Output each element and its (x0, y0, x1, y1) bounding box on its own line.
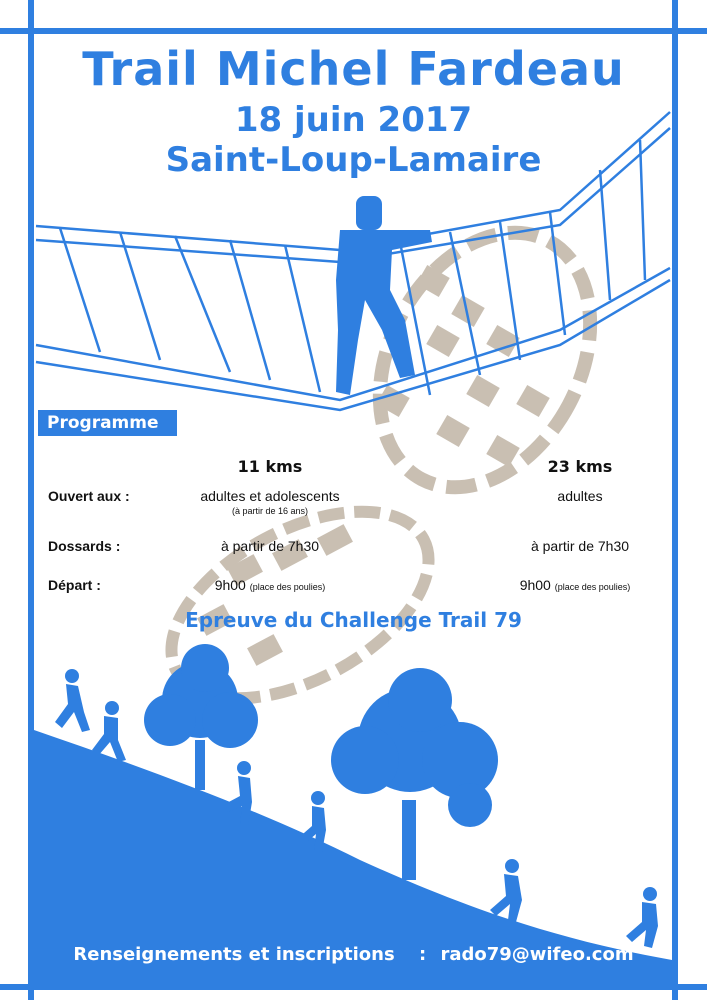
row-depart-23kms-value: 9h00 (519, 577, 551, 593)
runner-silhouette-icon (626, 887, 658, 948)
event-place: Saint-Loup-Lamaire (165, 140, 542, 180)
row-label-dossards: Dossards : (48, 538, 121, 554)
tree-silhouette-icon (331, 668, 498, 880)
row-label-ouvert: Ouvert aux : (48, 488, 130, 504)
event-title: Trail Michel Fardeau (82, 42, 625, 96)
footer-label: Renseignements et inscriptions (73, 944, 395, 965)
programme-badge: Programme (38, 410, 177, 436)
row-depart-23kms (470, 577, 680, 593)
runner-silhouette-icon (490, 859, 522, 922)
footer-info (0, 944, 707, 965)
row-ouvert-23kms-value: adultes (557, 488, 603, 504)
row-ouvert-11kms-value: adultes et adolescents (200, 488, 340, 504)
column-header-11kms: 11 kms (237, 457, 303, 476)
row-depart-23kms-note: (place des poulies) (554, 582, 631, 592)
row-ouvert-11kms-note: (à partir de 16 ans) (231, 506, 309, 516)
runner-silhouette-icon (55, 669, 90, 732)
challenge-line: Epreuve du Challenge Trail 79 (185, 608, 522, 632)
row-depart-11kms-note: (place des poulies) (249, 582, 326, 592)
runner-silhouette-icon (92, 701, 126, 762)
column-header-23kms: 23 kms (547, 457, 613, 476)
footer-email-link[interactable]: rado79@wifeo.com (440, 944, 634, 965)
event-date: 18 juin 2017 (234, 100, 473, 140)
row-depart-11kms (170, 577, 370, 593)
row-dossards-23kms-value: à partir de 7h30 (530, 538, 630, 554)
row-label-depart: Départ : (48, 577, 101, 593)
row-dossards-11kms-value: à partir de 7h30 (220, 538, 320, 554)
footer-separator: : (418, 944, 427, 965)
row-depart-11kms-value: 9h00 (214, 577, 246, 593)
